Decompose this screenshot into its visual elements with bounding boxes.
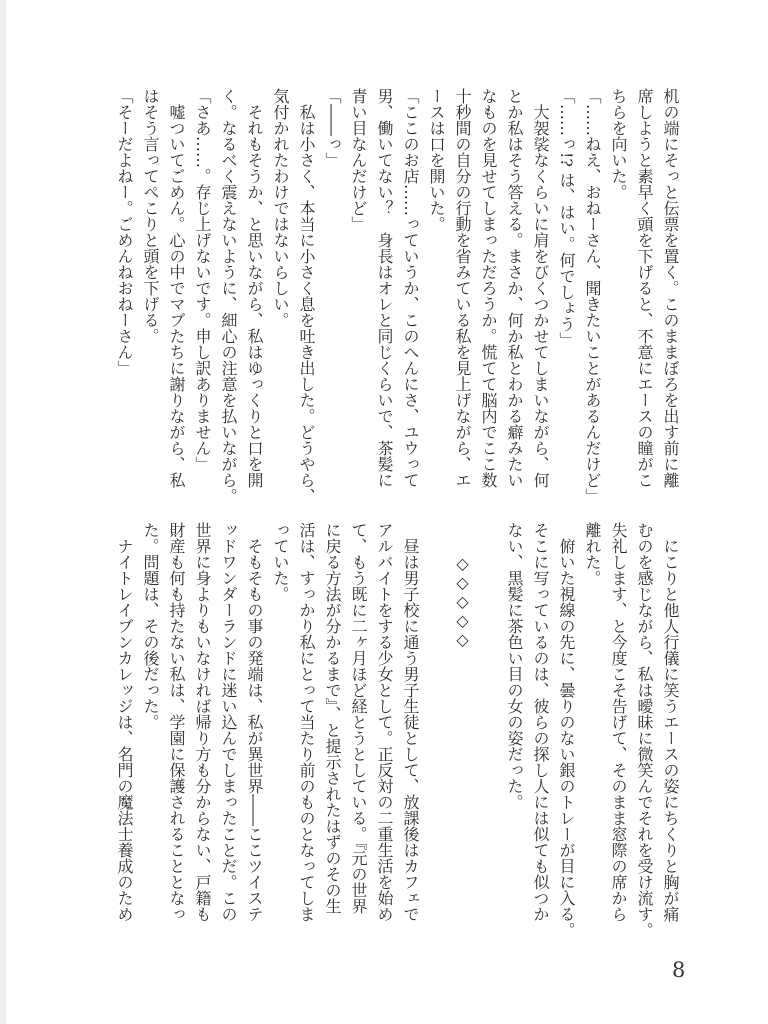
text-line: 活は、すっかり私にとって当たり前のものとなってしま (297, 522, 316, 922)
text-line: 青い目なんだけど」 (349, 88, 368, 232)
text-line: っていた。 (271, 522, 290, 602)
text-line: 昼は男子校に通う男子生徒として、放課後はカフェで (401, 522, 420, 922)
text-line: ない、黒髪に茶色い目の女の姿だった。 (505, 522, 524, 810)
text-line (423, 522, 449, 942)
text-line: 「……っ!? は、はい。何でしょう」 (557, 88, 576, 349)
text-line: 大袈裟なくらいに肩をびくつかせてしまいながら、何 (531, 88, 550, 488)
page-number: 8 (672, 958, 686, 982)
text-line: 俯いた視線の先に、曇りのない銀のトレーが目に入る。 (557, 522, 576, 938)
text-line: 男、働いてない？ 身長はオレと同じくらいで、茶髪に (375, 88, 394, 488)
text-line: 気付かれたわけではないらしい。 (271, 88, 290, 328)
text-line: ナイトレイブンカレッジは、名門の魔法士養成のため (115, 522, 134, 922)
text-line: た。問題は、その後だった。 (141, 522, 160, 730)
text-line: 「ここのお店……っていうか、このへんにさ、ユウって (401, 88, 420, 488)
text-line: 机の端にそっと伝票を置く。このままぼろを出す前に離 (661, 88, 680, 488)
text-line: 私は小さく、本当に小さく息を吐き出した。どうやら、 (297, 88, 316, 504)
text-line: 「……ねえ、おねーさん、聞きたいことがあるんだけど」 (583, 88, 602, 504)
text-line: アルバイトをする少女として。正反対の二重生活を始め (375, 522, 394, 922)
text-line: ッドワンダーランドに迷い込んでしまったことだ。この (219, 522, 238, 922)
lower-text-block (111, 522, 683, 942)
text-line: ◇◇◇◇◇ (453, 522, 472, 649)
text-line: 十秒間の自分の行動を省みている私を見上げながら、エ (453, 88, 472, 488)
page-edge (0, 0, 6, 1024)
text-line: そもそもの事の発端は、私が異世界――ここツイステ (245, 522, 264, 922)
text-line (475, 522, 501, 942)
text-line: 席しようと素早く頭を下げると、不意にエースの瞳がこ (635, 88, 654, 488)
text-line: 離れた。 (583, 522, 602, 586)
text-line: に戻る方法が分かるまで』、と提示されたはずのその生 (323, 522, 342, 914)
text-line: 「そーだよねー。ごめんねおねーさん」 (115, 88, 134, 376)
upper-text-block (111, 88, 683, 508)
text-line: ースは口を開いた。 (427, 88, 446, 232)
text-line: 嘘ついてごめん。心の中でマブたちに謝りながら、私 (167, 88, 186, 488)
text-line: なものを見せてしまっただろうか。慌てて脳内でここ数 (479, 88, 498, 488)
text-line: にこりと他人行儀に笑うエースの姿にちくりと胸が痛 (661, 522, 680, 922)
text-line: そこに写っているのは、彼らの探し人には似ても似つか (531, 522, 550, 922)
text-line: とか私はそう答える。まさか、何か私とわかる癖みたい (505, 88, 524, 488)
text-line: 「さあ……。存じ上げないです。申し訳ありません」 (193, 88, 212, 472)
text-line: 「――っ」 (323, 88, 342, 168)
text-line: て、もう既に二ヶ月ほど経とうとしている。『元の世界 (349, 522, 368, 914)
text-line: はそう言ってぺこりと頭を下げる。 (141, 88, 160, 344)
text-line: むのを感じながら、私は曖昧に微笑んでそれを受け流す。 (635, 522, 654, 938)
text-line: く。なるべく震えないように、細心の注意を払いながら。 (219, 88, 238, 504)
text-line: 世界に身よりもいなければ帰り方も分からない、戸籍も (193, 522, 212, 922)
text-line: ちらを向いた。 (609, 88, 628, 200)
text-line: 失礼します、と今度こそ告げて、そのまま窓際の席から (609, 522, 628, 922)
text-line: それもそうか、と思いながら、私はゆっくりと口を開 (245, 88, 264, 488)
text-line: 財産も何も持たない私は、学園に保護されることとなっ (167, 522, 186, 922)
